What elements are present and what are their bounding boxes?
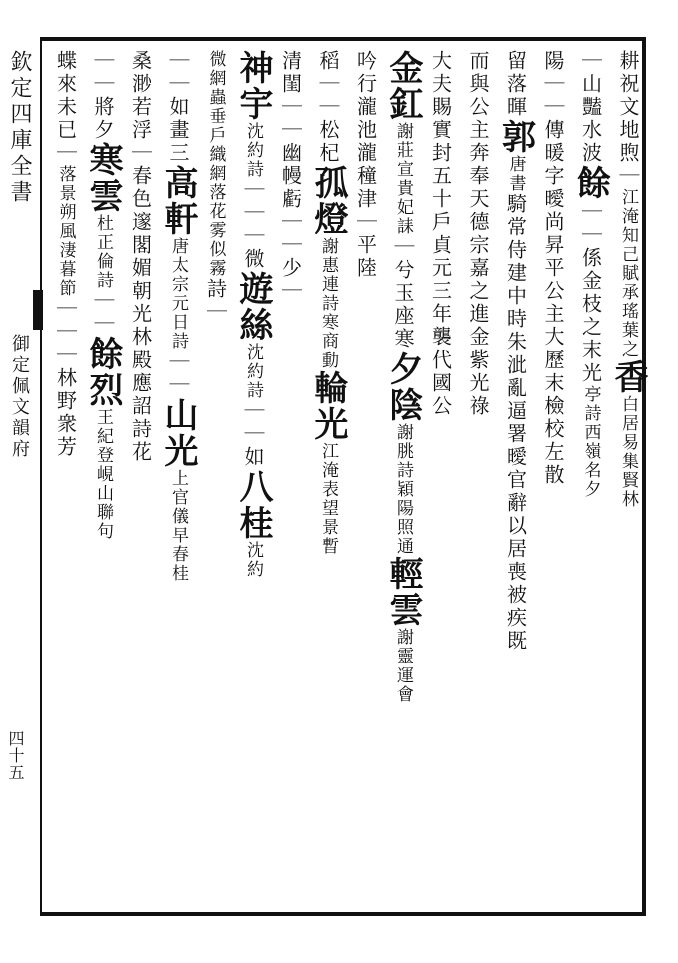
headword: 孤燈 — [308, 165, 348, 237]
column-text — [271, 50, 311, 303]
column-text — [346, 50, 386, 280]
body-text: 留落暉 — [503, 50, 528, 119]
headword: 餘 — [570, 165, 611, 201]
citation-note: 謝靈運會 — [393, 628, 413, 704]
column-text — [233, 50, 273, 579]
body-text: ｜山豔水波 — [578, 50, 603, 165]
citation-note: 江淹表望景暫 — [318, 442, 338, 556]
citation-note: 白居易集賢林 — [618, 395, 638, 509]
page-border-bottom — [40, 912, 646, 916]
margin-fishtail-mark — [33, 290, 43, 330]
headword: 輪光 — [308, 370, 348, 442]
headword: 輕雲 — [383, 556, 423, 628]
text-column — [571, 50, 611, 908]
headword: 寒雲 — [83, 142, 123, 214]
body-text: 陽｜｜ — [541, 50, 565, 119]
column-text — [496, 50, 536, 653]
citation-note: 網落花雾似霧 — [205, 164, 226, 278]
page-border-top — [40, 37, 646, 41]
body-text: 如 — [241, 446, 265, 469]
margin-page-number: 四十五 — [6, 730, 25, 781]
text-column — [308, 50, 348, 908]
citation-note: 謝朓詩穎陽照通 — [393, 423, 413, 556]
citation-note: 唐太宗元日詩 — [168, 237, 188, 351]
column-text — [383, 50, 423, 704]
body-text: 而與公主奔奉天德宗嘉之進金紫光祿 — [466, 50, 490, 418]
body-text: ｜｜ — [91, 290, 115, 336]
body-text: 津 — [353, 188, 378, 211]
text-column — [458, 50, 498, 908]
body-text: 耕祝文地煦 — [616, 50, 640, 165]
body-text: 騎常侍建中時朱泚亂逼署曖官辭以居喪被疾既 — [503, 193, 528, 653]
column-text — [571, 50, 611, 499]
text-column — [158, 50, 198, 908]
citation-note: 杜正倫詩 — [93, 214, 113, 290]
body-text: 林殿應詔詩花 — [128, 326, 153, 464]
body-text: 微 — [241, 248, 265, 271]
text-column — [346, 50, 386, 908]
body-text: 虧｜｜少｜ — [278, 188, 303, 303]
citation-note: 亭詩西嶺名夕 — [580, 385, 601, 499]
body-text: ｜｜ — [241, 400, 265, 446]
body-text: ｜平陸 — [353, 211, 378, 280]
column-text — [308, 50, 348, 556]
text-column — [83, 50, 123, 908]
text-column — [46, 50, 86, 908]
body-text: 傳暖字曖尚昇平公主大歷末檢校左散 — [541, 119, 565, 487]
headword: 遊絲 — [233, 271, 273, 343]
citation-note: 沈約 — [243, 541, 263, 579]
citation-note: 微網蟲垂戶織 — [205, 50, 226, 164]
column-text — [196, 50, 236, 324]
citation-note: 江淹知己賦承瑤葉之 — [618, 188, 638, 359]
column-text — [158, 50, 198, 583]
body-text: 詩｜ — [203, 278, 228, 324]
body-text: ｜｜如畫三 — [166, 50, 190, 165]
citation-note: 沈約詩 — [243, 343, 263, 400]
body-text: 稻｜｜松杞 — [316, 50, 340, 165]
body-text: ｜｜｜ — [241, 179, 265, 248]
text-column — [608, 50, 648, 908]
body-text: ｜兮玉座寒 — [391, 236, 415, 351]
headword: 夕陰 — [383, 351, 423, 423]
column-text — [121, 50, 161, 464]
body-text: ｜ — [616, 165, 640, 188]
body-text: 吟行瀧池瀧穜 — [353, 50, 378, 188]
text-column — [383, 50, 423, 908]
headword: 餘烈 — [83, 336, 123, 408]
citation-note: 落景朔風淒暮節 — [55, 165, 76, 298]
headword: 神宇 — [233, 50, 273, 122]
margin-book-title: 御定佩文韻府 — [9, 334, 30, 460]
text-column — [533, 50, 573, 908]
body-text: ｜｜｜林野衆芳 — [53, 298, 78, 459]
body-text: 桑渺若浮 — [128, 50, 153, 142]
citation-note: 唐書 — [505, 155, 526, 193]
text-column — [496, 50, 536, 908]
citation-note: 謝莊宣貴妃誄 — [393, 122, 413, 236]
body-text: ｜｜ — [166, 351, 190, 397]
column-text — [421, 50, 461, 418]
headword: 山光 — [158, 397, 198, 469]
text-column — [233, 50, 273, 908]
body-text: 清閨｜｜ — [278, 50, 303, 142]
column-text — [533, 50, 573, 487]
column-text — [46, 50, 86, 459]
body-text: 蝶來未已｜ — [53, 50, 78, 165]
text-column — [196, 50, 236, 908]
headword: 郭 — [495, 119, 536, 155]
column-text — [608, 50, 648, 509]
text-column — [121, 50, 161, 908]
body-text: ｜｜將夕 — [91, 50, 115, 142]
text-column — [421, 50, 461, 908]
margin-top-title: 欽定四庫全書 — [7, 50, 32, 206]
body-text: ｜春色邃閣媚朝光 — [128, 142, 153, 326]
headword: 八桂 — [233, 469, 273, 541]
text-column — [271, 50, 311, 908]
citation-note: 王紀登峴山聯句 — [93, 408, 113, 541]
body-text: 大夫賜實封五十戶貞元三年襲代國公 — [428, 50, 453, 418]
headword: 高軒 — [158, 165, 198, 237]
headword: 金釭 — [383, 50, 423, 122]
headword: 香 — [608, 359, 648, 395]
column-text — [458, 50, 498, 418]
column-text — [83, 50, 123, 541]
citation-note: 上官儀早春桂 — [168, 469, 188, 583]
citation-note: 謝惠連詩寒商動 — [318, 237, 338, 370]
body-text: ｜｜係金枝之末光 — [578, 201, 603, 385]
body-text: 幽幔 — [278, 142, 303, 188]
citation-note: 沈約詩 — [243, 122, 263, 179]
